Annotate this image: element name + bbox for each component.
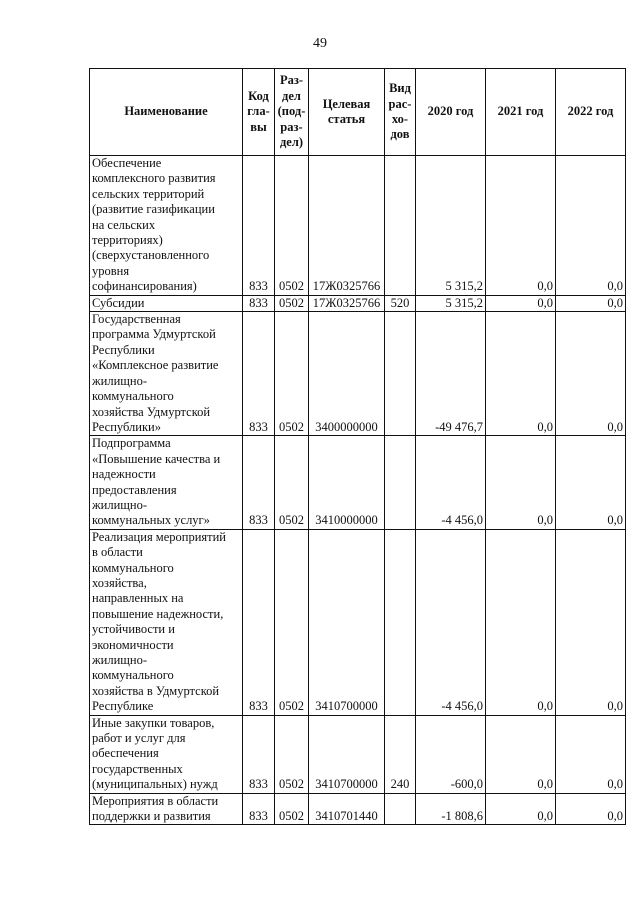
row-vid: [385, 529, 416, 715]
row-razdel: 0502: [275, 295, 309, 311]
col-header-kod: Код гла- вы: [243, 69, 275, 156]
row-vid: [385, 156, 416, 296]
col-header-2022: 2022 год: [556, 69, 626, 156]
row-name: Государственная программа Удмуртской Республики «Комплексное развитие жилищно- коммунального хозяйства Удмуртской Республики»: [90, 312, 243, 436]
row-razdel: 0502: [275, 436, 309, 529]
row-vid: 240: [385, 715, 416, 793]
row-2020: -600,0: [416, 715, 486, 793]
row-name: Обеспечение комплексного развития сельских территорий (развитие газификации на сельских территориях) (сверхустановленного уровня софинансирования): [90, 156, 243, 296]
col-header-2020: 2020 год: [416, 69, 486, 156]
row-2020: 5 315,2: [416, 295, 486, 311]
row-kod: 833: [243, 312, 275, 436]
row-razdel: 0502: [275, 715, 309, 793]
row-vid: 520: [385, 295, 416, 311]
row-2020: -1 808,6: [416, 793, 486, 825]
row-2022: 0,0: [556, 793, 626, 825]
table-header-row: [90, 69, 626, 156]
table-row: [90, 436, 626, 529]
table-row: [90, 312, 626, 436]
col-header-statya: Целевая статья: [309, 69, 385, 156]
row-vid: [385, 312, 416, 436]
row-2021: 0,0: [486, 312, 556, 436]
row-statya: 3400000000: [309, 312, 385, 436]
col-header-vid: Вид рас- хо- дов: [385, 69, 416, 156]
row-razdel: 0502: [275, 529, 309, 715]
row-razdel: 0502: [275, 793, 309, 825]
col-header-name: Наименование: [90, 69, 243, 156]
budget-table: [89, 68, 626, 825]
col-header-2021: 2021 год: [486, 69, 556, 156]
row-kod: 833: [243, 793, 275, 825]
col-header-razdel: Раз- дел (под- раз- дел): [275, 69, 309, 156]
row-name: Субсидии: [90, 295, 243, 311]
row-razdel: 0502: [275, 312, 309, 436]
row-2022: 0,0: [556, 295, 626, 311]
row-name: Подпрограмма «Повышение качества и надежности предоставления жилищно- коммунальных услуг»: [90, 436, 243, 529]
row-2021: 0,0: [486, 156, 556, 296]
row-statya: 3410701440: [309, 793, 385, 825]
page-number: 49: [313, 36, 327, 51]
row-2020: -4 456,0: [416, 436, 486, 529]
row-razdel: 0502: [275, 156, 309, 296]
row-2022: 0,0: [556, 436, 626, 529]
row-2022: 0,0: [556, 156, 626, 296]
row-kod: 833: [243, 715, 275, 793]
row-kod: 833: [243, 156, 275, 296]
row-name: Мероприятия в области поддержки и развития: [90, 793, 243, 825]
table-row: [90, 295, 626, 311]
row-2022: 0,0: [556, 715, 626, 793]
row-vid: [385, 436, 416, 529]
row-vid: [385, 793, 416, 825]
row-2020: -49 476,7: [416, 312, 486, 436]
row-kod: 833: [243, 529, 275, 715]
row-name: Реализация мероприятий в области коммунального хозяйства, направленных на повышение надежности, устойчивости и экономичности жилищно- коммунального хозяйства в Удмуртской Республике: [90, 529, 243, 715]
row-2021: 0,0: [486, 436, 556, 529]
row-statya: 3410700000: [309, 529, 385, 715]
row-name: Иные закупки товаров, работ и услуг для обеспечения государственных (муниципальных) нужд: [90, 715, 243, 793]
table-row: [90, 529, 626, 715]
row-statya: 3410700000: [309, 715, 385, 793]
row-statya: 17Ж0325766: [309, 295, 385, 311]
row-2022: 0,0: [556, 312, 626, 436]
row-kod: 833: [243, 436, 275, 529]
row-statya: 17Ж0325766: [309, 156, 385, 296]
table-row: [90, 793, 626, 825]
row-kod: 833: [243, 295, 275, 311]
row-2020: 5 315,2: [416, 156, 486, 296]
row-2021: 0,0: [486, 715, 556, 793]
table-row: [90, 715, 626, 793]
row-2021: 0,0: [486, 529, 556, 715]
row-2020: -4 456,0: [416, 529, 486, 715]
table-row: [90, 156, 626, 296]
row-2021: 0,0: [486, 295, 556, 311]
row-statya: 3410000000: [309, 436, 385, 529]
row-2021: 0,0: [486, 793, 556, 825]
row-2022: 0,0: [556, 529, 626, 715]
